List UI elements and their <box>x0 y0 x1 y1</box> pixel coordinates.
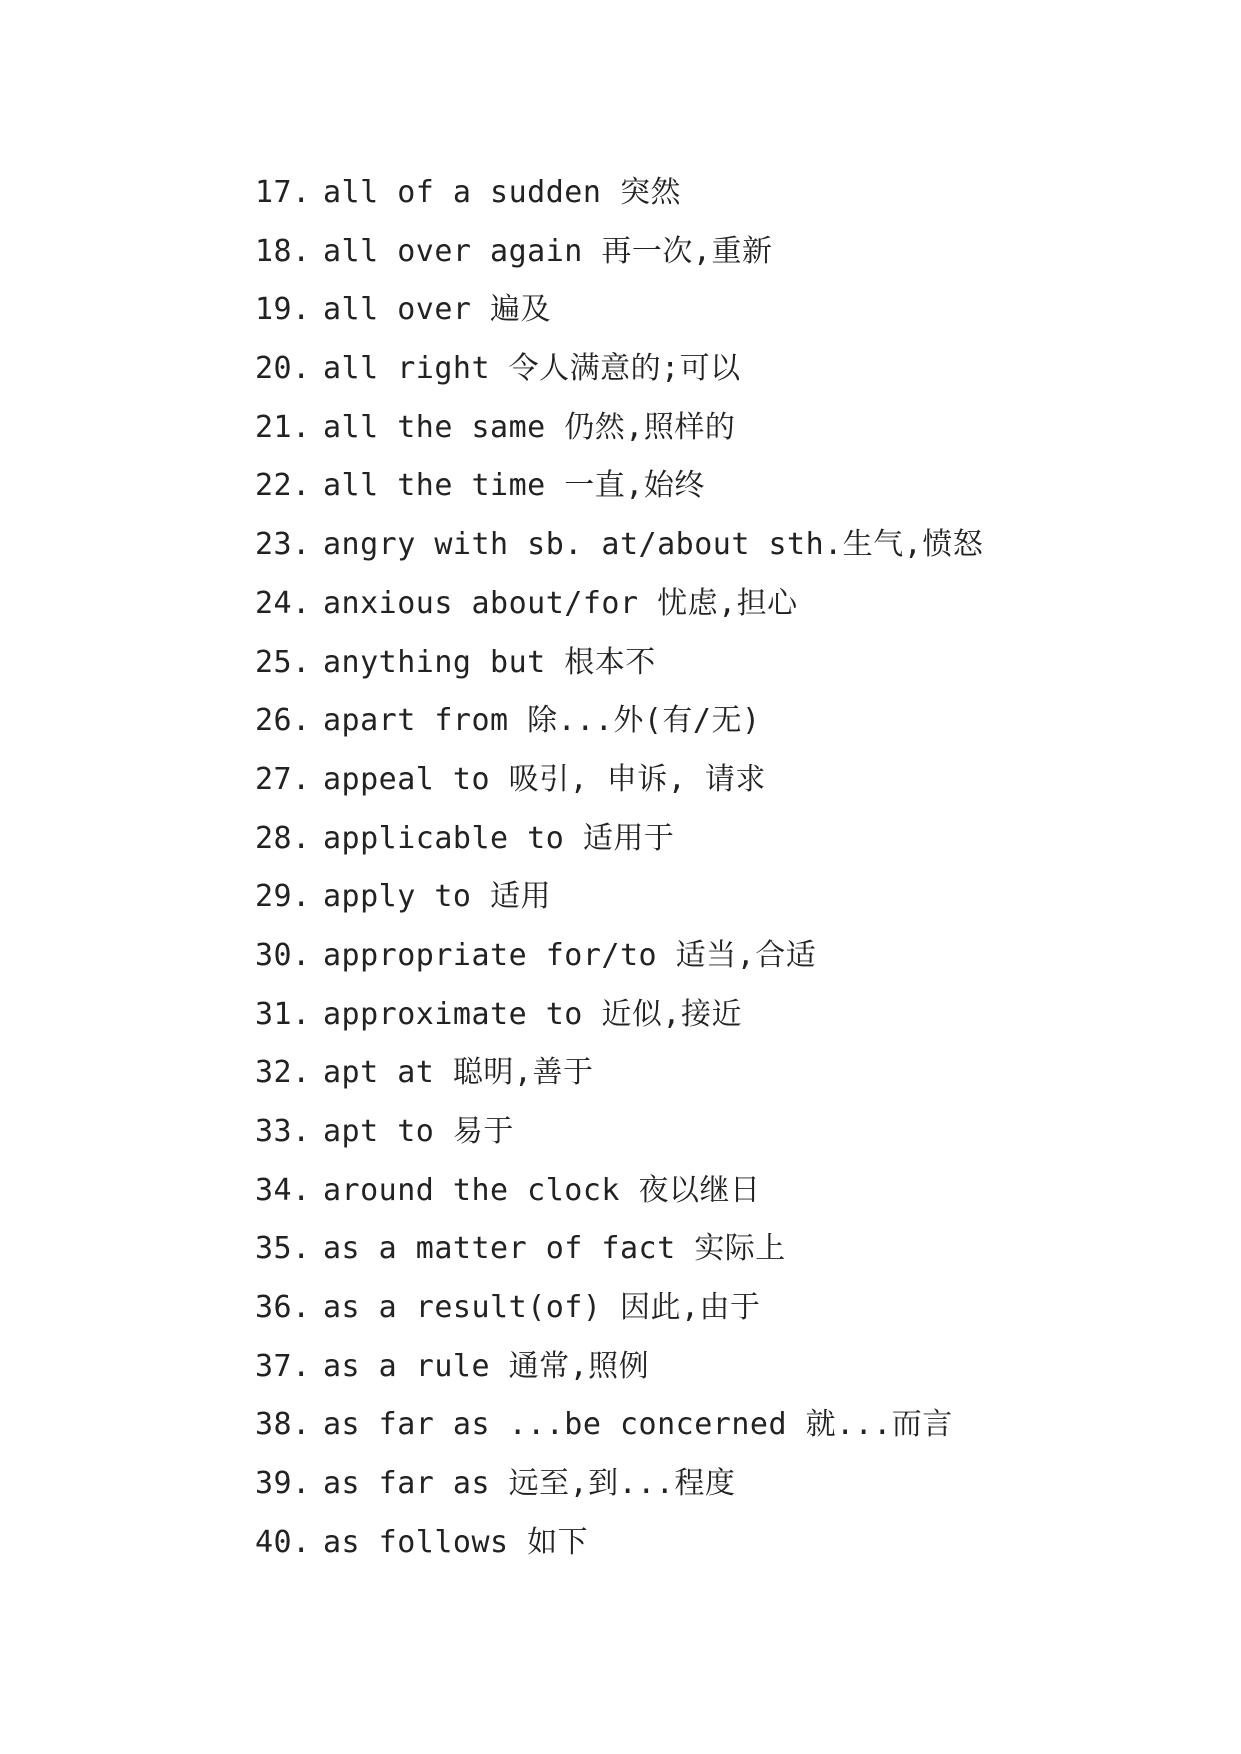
list-item <box>255 1396 983 1455</box>
item-phrase: applicable to 适用于 <box>323 820 675 856</box>
list-item <box>255 1044 983 1103</box>
item-number: 18. <box>255 233 311 269</box>
item-number: 22. <box>255 468 311 504</box>
item-phrase: as far as 远至,到...程度 <box>323 1466 736 1502</box>
list-item <box>255 810 983 869</box>
item-phrase: as a rule 通常,照例 <box>323 1348 650 1384</box>
item-number: 32. <box>255 1055 311 1091</box>
item-phrase: as a matter of fact 实际上 <box>323 1231 786 1267</box>
item-phrase: as follows 如下 <box>323 1524 589 1560</box>
item-number: 31. <box>255 996 311 1032</box>
item-number: 37. <box>255 1348 311 1384</box>
item-number: 26. <box>255 703 311 739</box>
list-item <box>255 1162 983 1221</box>
list-item <box>255 1514 983 1573</box>
list-item <box>255 868 983 927</box>
item-number: 34. <box>255 1172 311 1208</box>
list-item <box>255 223 983 282</box>
item-number: 19. <box>255 292 311 328</box>
item-phrase: appeal to 吸引, 申诉, 请求 <box>323 761 766 797</box>
list-item <box>255 164 983 223</box>
list-item <box>255 281 983 340</box>
list-item <box>255 692 983 751</box>
item-number: 23. <box>255 527 311 563</box>
item-phrase: apt to 易于 <box>323 1114 514 1149</box>
item-number: 24. <box>255 585 311 621</box>
item-phrase: around the clock 夜以继日 <box>323 1172 761 1208</box>
list-item <box>255 516 983 575</box>
list-item <box>255 751 983 810</box>
item-number: 40. <box>255 1524 311 1560</box>
item-phrase: appropriate for/to 适当,合适 <box>323 937 817 973</box>
list-item <box>255 1279 983 1338</box>
list-item <box>255 399 983 458</box>
item-number: 33. <box>255 1114 311 1149</box>
item-number: 36. <box>255 1290 311 1326</box>
item-number: 38. <box>255 1407 311 1443</box>
list-item <box>255 1338 983 1397</box>
item-phrase: apt at 聪明,善于 <box>323 1055 594 1091</box>
item-phrase: all over 遍及 <box>323 292 552 328</box>
list-item <box>255 634 983 693</box>
item-phrase: apply to 适用 <box>323 879 552 915</box>
item-number: 27. <box>255 761 311 797</box>
item-phrase: all over again 再一次,重新 <box>323 233 773 269</box>
item-phrase: anxious about/for 忧虑,担心 <box>323 585 798 621</box>
item-number: 30. <box>255 937 311 973</box>
item-number: 20. <box>255 351 311 387</box>
item-number: 29. <box>255 879 311 915</box>
item-phrase: apart from 除...外(有/无) <box>323 703 761 739</box>
item-phrase: all right 令人满意的;可以 <box>323 351 741 387</box>
item-number: 28. <box>255 820 311 856</box>
list-item <box>255 457 983 516</box>
item-number: 21. <box>255 409 311 445</box>
item-number: 25. <box>255 644 311 680</box>
item-phrase: as far as ...be concerned 就...而言 <box>323 1407 953 1443</box>
item-phrase: anything but 根本不 <box>323 644 656 680</box>
item-phrase: all the same 仍然,照样的 <box>323 409 736 445</box>
item-number: 39. <box>255 1466 311 1502</box>
item-phrase: as a result(of) 因此,由于 <box>323 1290 761 1326</box>
list-item <box>255 986 983 1045</box>
list-item <box>255 1103 983 1162</box>
list-item <box>255 575 983 634</box>
item-phrase: approximate to 近似,接近 <box>323 996 742 1032</box>
list-item <box>255 340 983 399</box>
item-phrase: all of a sudden 突然 <box>323 175 681 210</box>
item-phrase: angry with sb. at/about sth.生气,愤怒 <box>323 527 984 563</box>
item-number: 17. <box>255 175 311 210</box>
item-number: 35. <box>255 1231 311 1267</box>
list-item <box>255 1455 983 1514</box>
item-phrase: all the time 一直,始终 <box>323 468 705 504</box>
list-item <box>255 1220 983 1279</box>
list-item <box>255 927 983 986</box>
phrase-list <box>255 164 983 1573</box>
